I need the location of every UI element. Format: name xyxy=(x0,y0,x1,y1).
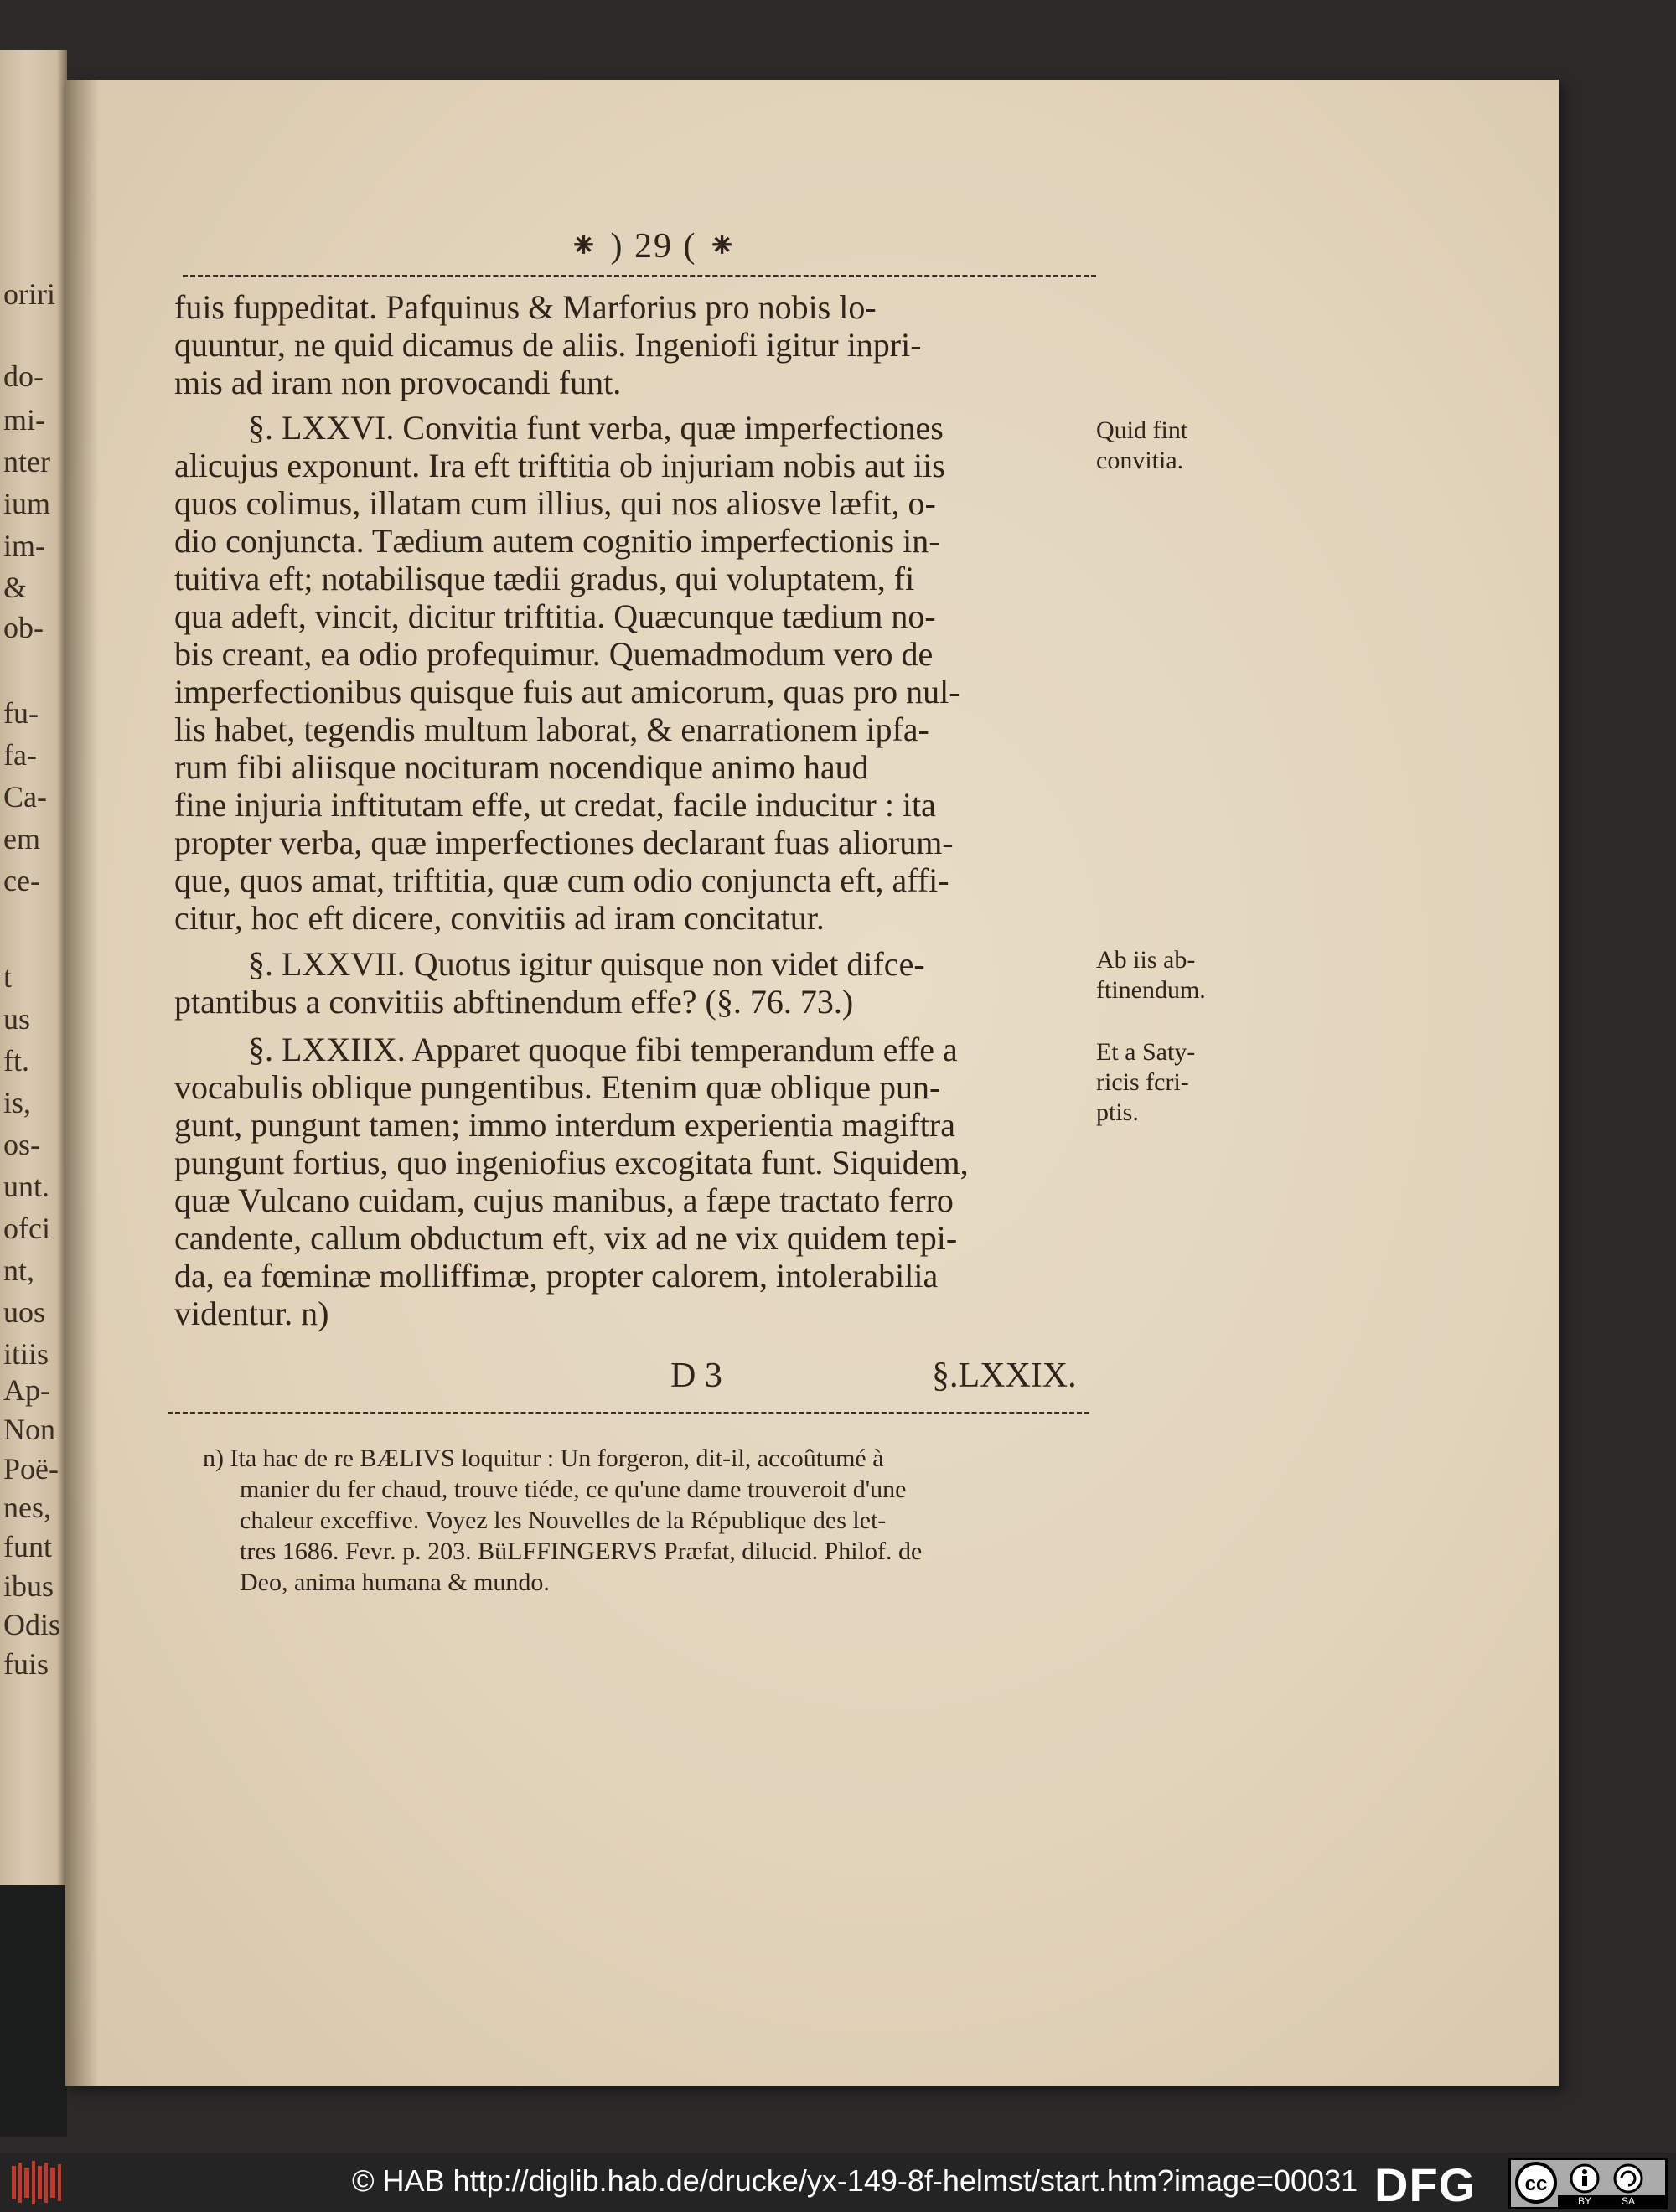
footnote-line: chaleur exceffive. Voyez les Nouvelles de la République des let- xyxy=(240,1507,887,1534)
text-line: quæ Vulcano cuidam, cujus manibus, a fæpe tractato ferro xyxy=(174,1181,954,1219)
text-line: da, ea fœminæ molliffimæ, propter calorem, intolerabilia xyxy=(174,1257,939,1295)
margin-fragment: funt xyxy=(3,1530,52,1563)
section-heading-line: §. LXXVII. Quotus igitur quisque non videt difce- xyxy=(248,945,925,983)
hab-barcode-logo-icon xyxy=(12,2159,64,2206)
gutter-shadow xyxy=(65,80,99,2086)
margin-fragment: oriri xyxy=(3,277,55,311)
text-line: tuitiva eft; notabilisque tædii gradus, qui voluptatem, fi xyxy=(174,560,915,597)
text-line: propter verba, quæ imperfectiones declarant fuas aliorum- xyxy=(174,824,954,861)
margin-fragment: os- xyxy=(3,1128,40,1161)
margin-fragment: mi- xyxy=(3,403,45,437)
text-line: mis ad iram non provocandi funt. xyxy=(174,364,622,401)
margin-fragment: t xyxy=(3,960,13,994)
signature-mark: D 3 xyxy=(670,1357,722,1395)
margin-fragment: ium xyxy=(3,487,51,520)
text-line: alicujus exponunt. Ira eft triftitia ob injuriam nobis aut iis xyxy=(174,447,945,484)
text-line: ptantibus a convitiis abftinendum effe? (§. 76. 73.) xyxy=(174,983,854,1021)
text-line: dio conjuncta. Tædium autem cognitio imperfectionis in- xyxy=(174,522,940,560)
margin-fragment: ibus xyxy=(3,1569,54,1603)
text-line: fine injuria inftitutam effe, ut credat, facile inducitur : ita xyxy=(174,786,936,824)
margin-fragment: ce- xyxy=(3,864,40,897)
margin-fragment: nes, xyxy=(3,1491,51,1524)
license-sa-label: SA xyxy=(1621,2195,1636,2207)
margin-fragment: do- xyxy=(3,359,44,393)
margin-note: Ab iis ab- ftinendum. xyxy=(1096,946,1206,1004)
text-line: pungunt fortius, quo ingeniofius excogitata funt. Siquidem, xyxy=(174,1144,969,1181)
text-line: rum fibi aliisque nocituram nocendique animo haud xyxy=(174,748,869,786)
text-line: gunt, pungunt tamen; immo interdum experientia magiftra xyxy=(174,1106,955,1144)
text-line: lis habet, tegendis multum laborat, & enarrationem ipfa- xyxy=(174,711,929,748)
footnote-rule xyxy=(168,1412,1089,1414)
margin-fragment: itiis xyxy=(3,1337,49,1371)
margin-fragment: fa- xyxy=(3,738,37,772)
footnote-line: tres 1686. Fevr. p. 203. BüLFFINGERVS Præfat, dilucid. Philof. de xyxy=(240,1538,923,1565)
text-line: videntur. n) xyxy=(174,1295,329,1332)
header-rule xyxy=(183,275,1096,277)
dfg-logo: DFG xyxy=(1374,2158,1477,2211)
margin-fragment: Ca- xyxy=(3,780,47,814)
license-by-label: BY xyxy=(1577,2195,1592,2207)
footnote-line: manier du fer chaud, trouve tiéde, ce qu'une dame trouveroit d'une xyxy=(240,1476,907,1503)
margin-fragment: em xyxy=(3,822,40,855)
margin-fragment: & xyxy=(3,571,28,604)
text-line: que, quos amat, triftitia, quæ cum odio conjuncta eft, affi- xyxy=(174,861,949,899)
binding-edge xyxy=(0,1885,67,2137)
margin-fragment: is, xyxy=(3,1086,32,1119)
previous-page-edge xyxy=(0,50,67,2095)
margin-fragment: Poë- xyxy=(3,1452,59,1486)
cc-by-sa-icon xyxy=(1511,2160,1665,2207)
text-line: candente, callum obductum eft, vix ad ne vix quidem tepi- xyxy=(174,1219,958,1257)
text-line: fuis fuppeditat. Pafquinus & Marforius pro nobis lo- xyxy=(174,288,877,326)
margin-fragment: Non xyxy=(3,1413,55,1446)
text-line: citur, hoc eft dicere, convitiis ad iram concitatur. xyxy=(174,899,825,937)
catchword: §.LXXIX. xyxy=(932,1357,1077,1395)
margin-fragment: Ap- xyxy=(3,1373,50,1407)
margin-fragment: im- xyxy=(3,529,45,562)
footnote-line: Deo, anima humana & mundo. xyxy=(240,1569,550,1596)
section-heading-line: §. LXXVI. Convitia funt verba, quæ imperfectiones xyxy=(248,409,944,447)
copyright-link[interactable]: © HAB http://diglib.hab.de/drucke/yx-149-8f-helmst/start.htm?image=00031 xyxy=(352,2163,1358,2198)
margin-fragment: ft. xyxy=(3,1044,29,1078)
text-line: quos colimus, illatam cum illius, qui nos aliosve læfit, o- xyxy=(174,484,936,522)
margin-fragment: fuis xyxy=(3,1647,49,1681)
margin-fragment: unt. xyxy=(3,1170,50,1203)
cc-license-badge[interactable] xyxy=(1508,2158,1668,2209)
footnote-line: n) Ita hac de re BÆLIVS loquitur : Un forgeron, dit-il, accoûtumé à xyxy=(203,1445,884,1472)
margin-fragment: ob- xyxy=(3,611,44,644)
page-header: ⁕ ) 29 ( ⁕ xyxy=(568,227,739,266)
margin-fragment: fu- xyxy=(3,696,39,730)
text-line: vocabulis oblique pungentibus. Etenim quæ oblique pun- xyxy=(174,1068,941,1106)
text-line: quuntur, ne quid dicamus de aliis. Ingeniofi igitur inpri- xyxy=(174,326,922,364)
text-line: bis creant, ea odio profequimur. Quemadmodum vero de xyxy=(174,635,934,673)
text-line: qua adeft, vincit, dicitur triftitia. Quæcunque tædium no- xyxy=(174,597,936,635)
section-heading-line: §. LXXIIX. Apparet quoque fibi temperandum effe a xyxy=(248,1031,958,1068)
margin-note: Quid fint convitia. xyxy=(1096,416,1188,474)
margin-fragment: Odis xyxy=(3,1608,61,1641)
margin-fragment: nter xyxy=(3,445,50,478)
text-line: imperfectionibus quisque fuis aut amicorum, quas pro nul- xyxy=(174,673,960,711)
margin-fragment: nt, xyxy=(3,1253,35,1287)
margin-fragment: us xyxy=(3,1002,31,1036)
margin-fragment: ofci xyxy=(3,1212,50,1245)
margin-note: Et a Saty- ricis fcri- ptis. xyxy=(1096,1038,1196,1126)
margin-fragment: uos xyxy=(3,1295,46,1329)
svg-text:cc: cc xyxy=(1524,2173,1548,2195)
